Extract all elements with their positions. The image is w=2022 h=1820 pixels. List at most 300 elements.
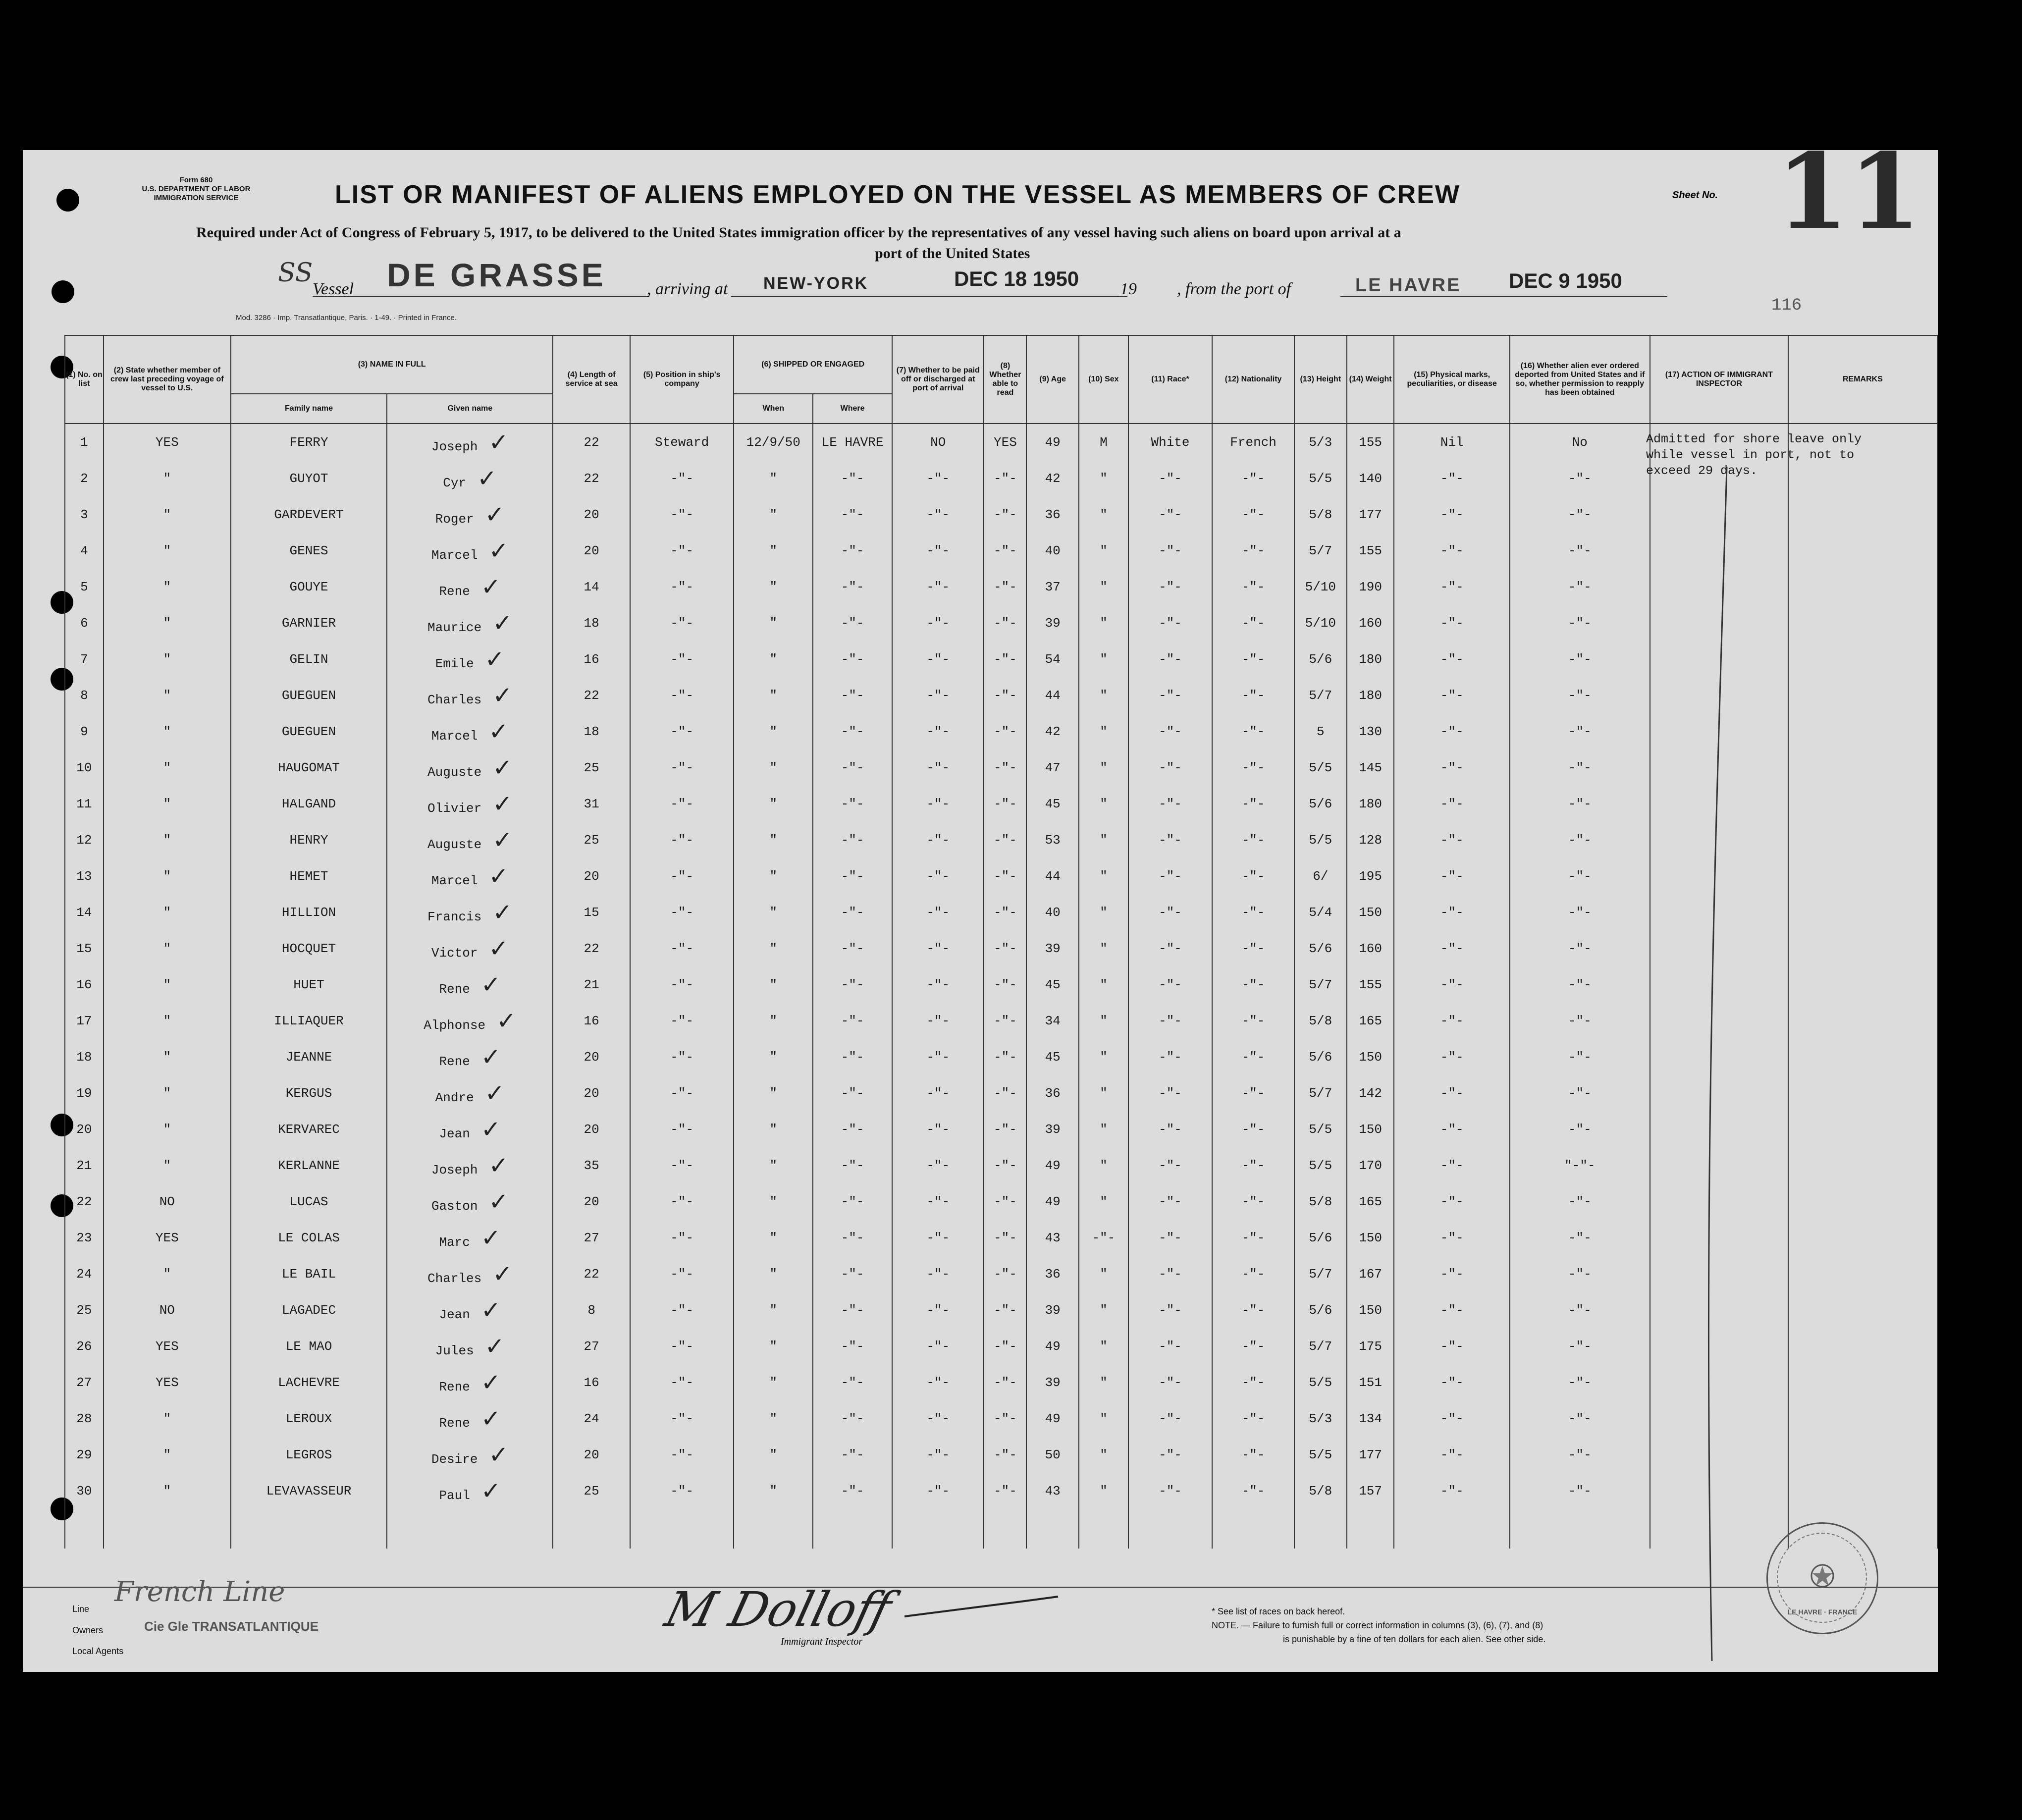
weight <box>1347 1437 1394 1473</box>
shipped-where <box>813 460 892 496</box>
height-value: 5/5 <box>1309 832 1332 848</box>
race-value: -"- <box>1159 1338 1182 1354</box>
blank-cell <box>65 1509 104 1549</box>
given-name-value: Joseph <box>431 439 478 454</box>
weight <box>1347 858 1394 894</box>
nationality-value: -"- <box>1241 941 1265 956</box>
able-to-read-value: -"- <box>994 1122 1017 1137</box>
family-name <box>231 822 387 858</box>
position <box>630 1364 734 1400</box>
col-header-previous-voyage: (2) State whether member of crew last preceding voyage of vessel to U.S. <box>104 335 231 424</box>
previous-voyage-value: YES <box>155 1375 179 1390</box>
physical-marks-value: -"- <box>1440 471 1464 486</box>
family-name-value: HALGAND <box>281 796 336 811</box>
shipped-when-value: " <box>769 1447 778 1462</box>
able-to-read <box>984 1183 1026 1220</box>
height <box>1294 1220 1347 1256</box>
weight-value: 195 <box>1359 868 1382 884</box>
family-name <box>231 1220 387 1256</box>
previous-voyage-value: " <box>163 651 171 667</box>
age-value: 50 <box>1045 1447 1061 1462</box>
height <box>1294 1183 1347 1220</box>
position-value: -"- <box>670 1302 694 1318</box>
checkmark-icon: ✓ <box>484 645 505 673</box>
service-years <box>553 424 630 460</box>
line-label: Line <box>72 1604 90 1614</box>
previous-voyage-value: " <box>163 471 171 486</box>
deported-value: -"- <box>1568 1194 1592 1209</box>
race <box>1128 1147 1213 1183</box>
age-value: 49 <box>1045 1158 1061 1173</box>
height <box>1294 533 1347 569</box>
row-number <box>65 569 104 605</box>
given-name <box>387 1111 553 1147</box>
height <box>1294 749 1347 786</box>
deported-value: -"- <box>1568 651 1592 667</box>
nationality <box>1212 858 1294 894</box>
previous-voyage <box>104 569 231 605</box>
family-name-value: LACHEVRE <box>278 1375 340 1390</box>
paid-off-value: NO <box>930 434 946 450</box>
service-years-value: 27 <box>584 1230 599 1245</box>
deported <box>1510 966 1650 1003</box>
family-name-value: GUYOT <box>289 471 328 486</box>
service-years-value: 27 <box>584 1338 599 1354</box>
row-number <box>65 460 104 496</box>
physical-marks <box>1394 677 1509 713</box>
sex-value: " <box>1100 905 1108 920</box>
shipped-where <box>813 1328 892 1364</box>
position <box>630 749 734 786</box>
nationality <box>1212 1039 1294 1075</box>
age-value: 39 <box>1045 1375 1061 1390</box>
shipped-when <box>734 1147 813 1183</box>
service-years-value: 18 <box>584 724 599 739</box>
shipped-where <box>813 1111 892 1147</box>
race-value: -"- <box>1159 724 1182 739</box>
age-value: 39 <box>1045 1302 1061 1318</box>
department-label: U.S. DEPARTMENT OF LABOR <box>142 185 251 193</box>
nationality-value: -"- <box>1241 832 1265 848</box>
family-name <box>231 1003 387 1039</box>
position <box>630 1147 734 1183</box>
deported-value: -"- <box>1568 1411 1592 1426</box>
shipped-when-value: " <box>769 507 778 522</box>
weight <box>1347 1292 1394 1328</box>
age-value: 42 <box>1045 471 1061 486</box>
position <box>630 822 734 858</box>
able-to-read <box>984 1147 1026 1183</box>
nationality-value: -"- <box>1241 1158 1265 1173</box>
weight <box>1347 1003 1394 1039</box>
row-number-value: 19 <box>76 1085 92 1101</box>
age <box>1026 641 1079 677</box>
paid-off <box>892 1039 984 1075</box>
physical-marks <box>1394 966 1509 1003</box>
family-name <box>231 1183 387 1220</box>
service-years-value: 14 <box>584 579 599 594</box>
previous-voyage <box>104 786 231 822</box>
previous-voyage <box>104 930 231 966</box>
shipped-where-value: -"- <box>841 724 864 739</box>
position-value: -"- <box>670 688 694 703</box>
position <box>630 1111 734 1147</box>
race <box>1128 894 1213 930</box>
shipped-where <box>813 1400 892 1437</box>
col-header-position: (5) Position in ship's company <box>630 335 734 424</box>
shipped-when-value: " <box>769 1158 778 1173</box>
note-line-1: NOTE. — Failure to furnish full or correct information in columns (3), (6), (7), and (8) <box>1212 1620 1543 1630</box>
position-value: -"- <box>670 724 694 739</box>
previous-voyage-value: " <box>163 1447 171 1462</box>
nationality <box>1212 1437 1294 1473</box>
shipped-where <box>813 894 892 930</box>
race <box>1128 1039 1213 1075</box>
paid-off-value: -"- <box>926 543 950 558</box>
height-value: 5/6 <box>1309 1049 1332 1065</box>
service-years <box>553 822 630 858</box>
deported <box>1510 713 1650 749</box>
previous-voyage-value: NO <box>159 1194 175 1209</box>
position <box>630 641 734 677</box>
family-name <box>231 786 387 822</box>
table-row <box>65 1003 1937 1039</box>
paid-off <box>892 1075 984 1111</box>
weight <box>1347 1364 1394 1400</box>
remarks-cell <box>1788 1220 1937 1256</box>
weight <box>1347 569 1394 605</box>
row-number-value: 15 <box>76 941 92 956</box>
row-number-value: 25 <box>76 1302 92 1318</box>
height-value: 5/5 <box>1309 1158 1332 1173</box>
nationality-value: -"- <box>1241 760 1265 775</box>
previous-voyage-value: YES <box>155 1230 179 1245</box>
nationality <box>1212 930 1294 966</box>
weight-value: 165 <box>1359 1194 1382 1209</box>
paid-off-value: -"- <box>926 796 950 811</box>
shipped-when <box>734 822 813 858</box>
paid-off <box>892 1183 984 1220</box>
remarks-cell <box>1788 641 1937 677</box>
previous-voyage-value: " <box>163 543 171 558</box>
sex <box>1079 749 1128 786</box>
weight <box>1347 533 1394 569</box>
physical-marks <box>1394 641 1509 677</box>
row-number <box>65 894 104 930</box>
position-value: -"- <box>670 1049 694 1065</box>
physical-marks-value: -"- <box>1440 507 1464 522</box>
able-to-read <box>984 1003 1026 1039</box>
paid-off <box>892 1256 984 1292</box>
consulate-seal <box>1766 1522 1878 1634</box>
previous-voyage-value: " <box>163 1483 171 1499</box>
remarks-cell <box>1788 1111 1937 1147</box>
position <box>630 1256 734 1292</box>
weight <box>1347 1328 1394 1364</box>
shipped-when-value: " <box>769 905 778 920</box>
deported-value: -"- <box>1568 543 1592 558</box>
nationality <box>1212 1292 1294 1328</box>
given-name-value: Olivier <box>427 801 482 816</box>
service-years-value: 22 <box>584 471 599 486</box>
weight-value: 167 <box>1359 1266 1382 1282</box>
physical-marks-value: -"- <box>1440 1194 1464 1209</box>
height-value: 5/3 <box>1309 434 1332 450</box>
shipped-when-value: " <box>769 1302 778 1318</box>
sex <box>1079 1400 1128 1437</box>
given-name <box>387 1003 553 1039</box>
given-name-value: Roger <box>435 511 474 527</box>
height-value: 5/5 <box>1309 760 1332 775</box>
previous-voyage-value: " <box>163 579 171 594</box>
paid-off-value: -"- <box>926 615 950 631</box>
row-number <box>65 1111 104 1147</box>
checkmark-icon: ✓ <box>488 1441 509 1469</box>
crew-manifest-table <box>64 335 1938 1549</box>
age <box>1026 858 1079 894</box>
checkmark-icon: ✓ <box>492 753 513 782</box>
shipped-where-value: -"- <box>841 941 864 956</box>
weight-value: 180 <box>1359 688 1382 703</box>
remarks-cell <box>1788 1400 1937 1437</box>
paid-off <box>892 1111 984 1147</box>
shipped-when <box>734 641 813 677</box>
paid-off-value: -"- <box>926 1483 950 1499</box>
checkmark-icon: ✓ <box>480 1115 501 1143</box>
height-value: 5/5 <box>1309 1375 1332 1390</box>
race-value: -"- <box>1159 832 1182 848</box>
given-name-value: Marcel <box>431 547 478 563</box>
sex <box>1079 1364 1128 1400</box>
age <box>1026 460 1079 496</box>
deported <box>1510 1147 1650 1183</box>
physical-marks-value: -"- <box>1440 1447 1464 1462</box>
sex-value: " <box>1100 868 1108 884</box>
paid-off-value: -"- <box>926 977 950 992</box>
nationality-value: -"- <box>1241 1085 1265 1101</box>
deported <box>1510 1328 1650 1364</box>
remarks-cell <box>1788 822 1937 858</box>
form-number: Form 680 <box>179 176 213 184</box>
row-number <box>65 641 104 677</box>
race-value: -"- <box>1159 941 1182 956</box>
blank-cell <box>630 1509 734 1549</box>
nationality <box>1212 1328 1294 1364</box>
action-note-line: Admitted for shore leave only <box>1646 432 1862 446</box>
age <box>1026 1147 1079 1183</box>
given-name <box>387 894 553 930</box>
row-number <box>65 1400 104 1437</box>
sex <box>1079 713 1128 749</box>
physical-marks <box>1394 1147 1509 1183</box>
physical-marks <box>1394 749 1509 786</box>
family-name-value: FERRY <box>289 434 328 450</box>
previous-voyage-value: " <box>163 832 171 848</box>
height-value: 5/7 <box>1309 1085 1332 1101</box>
nationality <box>1212 1075 1294 1111</box>
race-value: -"- <box>1159 651 1182 667</box>
sex <box>1079 1292 1128 1328</box>
previous-voyage <box>104 1256 231 1292</box>
given-name <box>387 1400 553 1437</box>
sex-value: " <box>1100 651 1108 667</box>
weight <box>1347 1256 1394 1292</box>
previous-voyage-value: " <box>163 1411 171 1426</box>
able-to-read-value: -"- <box>994 832 1017 848</box>
table-row <box>65 894 1937 930</box>
able-to-read <box>984 713 1026 749</box>
vessel-prefix-handwritten: SS <box>278 258 313 288</box>
nationality-value: -"- <box>1241 868 1265 884</box>
race-value: -"- <box>1159 471 1182 486</box>
row-number <box>65 822 104 858</box>
weight <box>1347 749 1394 786</box>
race-value: -"- <box>1159 796 1182 811</box>
height <box>1294 1364 1347 1400</box>
deported-value: -"- <box>1568 507 1592 522</box>
given-name-value: Cyr <box>443 475 467 490</box>
sex <box>1079 533 1128 569</box>
shipped-when-value: " <box>769 1122 778 1137</box>
table-row <box>65 966 1937 1003</box>
able-to-read <box>984 533 1026 569</box>
height <box>1294 1400 1347 1437</box>
weight-value: 165 <box>1359 1013 1382 1028</box>
deported <box>1510 1364 1650 1400</box>
race-value: -"- <box>1159 507 1182 522</box>
weight <box>1347 641 1394 677</box>
paid-off <box>892 1473 984 1509</box>
action-bracket-line <box>1697 467 1737 1672</box>
sex-value: " <box>1100 796 1108 811</box>
previous-voyage <box>104 677 231 713</box>
family-name-value: LUCAS <box>289 1194 328 1209</box>
height-value: 5/6 <box>1309 1302 1332 1318</box>
given-name <box>387 460 553 496</box>
deported-value: No <box>1572 434 1588 450</box>
row-number <box>65 966 104 1003</box>
given-name-value: Auguste <box>427 764 482 780</box>
height <box>1294 858 1347 894</box>
checkmark-icon: ✓ <box>492 681 513 709</box>
race-value: -"- <box>1159 868 1182 884</box>
physical-marks-value: -"- <box>1440 868 1464 884</box>
deported-value: -"- <box>1568 1266 1592 1282</box>
owners-label: Owners <box>72 1625 104 1635</box>
family-name-value: GOUYE <box>289 579 328 594</box>
sex <box>1079 1473 1128 1509</box>
paid-off-value: -"- <box>926 507 950 522</box>
sex-value: " <box>1100 1411 1108 1426</box>
shipped-when-value: " <box>769 579 778 594</box>
able-to-read <box>984 1292 1026 1328</box>
position <box>630 930 734 966</box>
nationality <box>1212 786 1294 822</box>
race-value: -"- <box>1159 1411 1182 1426</box>
weight <box>1347 966 1394 1003</box>
deported-value: "-"- <box>1564 1158 1596 1173</box>
deported-value: -"- <box>1568 579 1592 594</box>
previous-voyage <box>104 1003 231 1039</box>
age <box>1026 1039 1079 1075</box>
family-name <box>231 966 387 1003</box>
previous-voyage <box>104 1292 231 1328</box>
age <box>1026 930 1079 966</box>
able-to-read-value: -"- <box>994 1049 1017 1065</box>
physical-marks-value: -"- <box>1440 905 1464 920</box>
age-value: 54 <box>1045 651 1061 667</box>
sex-value: M <box>1100 434 1108 450</box>
family-name-value: HILLION <box>281 905 336 920</box>
able-to-read <box>984 966 1026 1003</box>
shipped-when-value: " <box>769 688 778 703</box>
family-name-value: LEVAVASSEUR <box>266 1483 352 1499</box>
deported-value: -"- <box>1568 868 1592 884</box>
deported <box>1510 641 1650 677</box>
physical-marks <box>1394 858 1509 894</box>
sex <box>1079 1183 1128 1220</box>
family-name <box>231 533 387 569</box>
nationality-value: -"- <box>1241 543 1265 558</box>
row-number-value: 16 <box>76 977 92 992</box>
service-years-value: 20 <box>584 507 599 522</box>
checkmark-icon: ✓ <box>480 1404 501 1433</box>
service-years <box>553 641 630 677</box>
remarks-cell <box>1788 533 1937 569</box>
able-to-read <box>984 930 1026 966</box>
position-value: -"- <box>670 941 694 956</box>
deported <box>1510 749 1650 786</box>
shipped-where-value: -"- <box>841 1122 864 1137</box>
remarks-cell <box>1788 569 1937 605</box>
able-to-read-value: -"- <box>994 1411 1017 1426</box>
weight-value: 140 <box>1359 471 1382 486</box>
physical-marks-value: -"- <box>1440 1122 1464 1137</box>
shipped-when-value: " <box>769 651 778 667</box>
physical-marks-value: -"- <box>1440 1266 1464 1282</box>
position-value: -"- <box>670 579 694 594</box>
weight <box>1347 1039 1394 1075</box>
able-to-read <box>984 424 1026 460</box>
service-years <box>553 1400 630 1437</box>
race <box>1128 1473 1213 1509</box>
shipped-when-value: " <box>769 832 778 848</box>
row-number <box>65 424 104 460</box>
age-value: 36 <box>1045 1085 1061 1101</box>
weight-value: 190 <box>1359 579 1382 594</box>
able-to-read <box>984 786 1026 822</box>
family-name <box>231 1075 387 1111</box>
shipped-when <box>734 496 813 533</box>
shipped-when-value: " <box>769 760 778 775</box>
checkmark-icon: ✓ <box>488 536 509 565</box>
local-agents-label: Local Agents <box>72 1646 124 1656</box>
physical-marks <box>1394 1328 1509 1364</box>
nationality <box>1212 749 1294 786</box>
position <box>630 460 734 496</box>
row-number <box>65 1292 104 1328</box>
previous-voyage <box>104 966 231 1003</box>
blank-cell <box>1212 1509 1294 1549</box>
col-header-sex: (10) Sex <box>1079 335 1128 424</box>
given-name <box>387 930 553 966</box>
deported <box>1510 1437 1650 1473</box>
race <box>1128 966 1213 1003</box>
shipped-where-value: -"- <box>841 796 864 811</box>
height-value: 5/3 <box>1309 1411 1332 1426</box>
col-header-remarks: REMARKS <box>1788 335 1937 424</box>
deported-value: -"- <box>1568 832 1592 848</box>
